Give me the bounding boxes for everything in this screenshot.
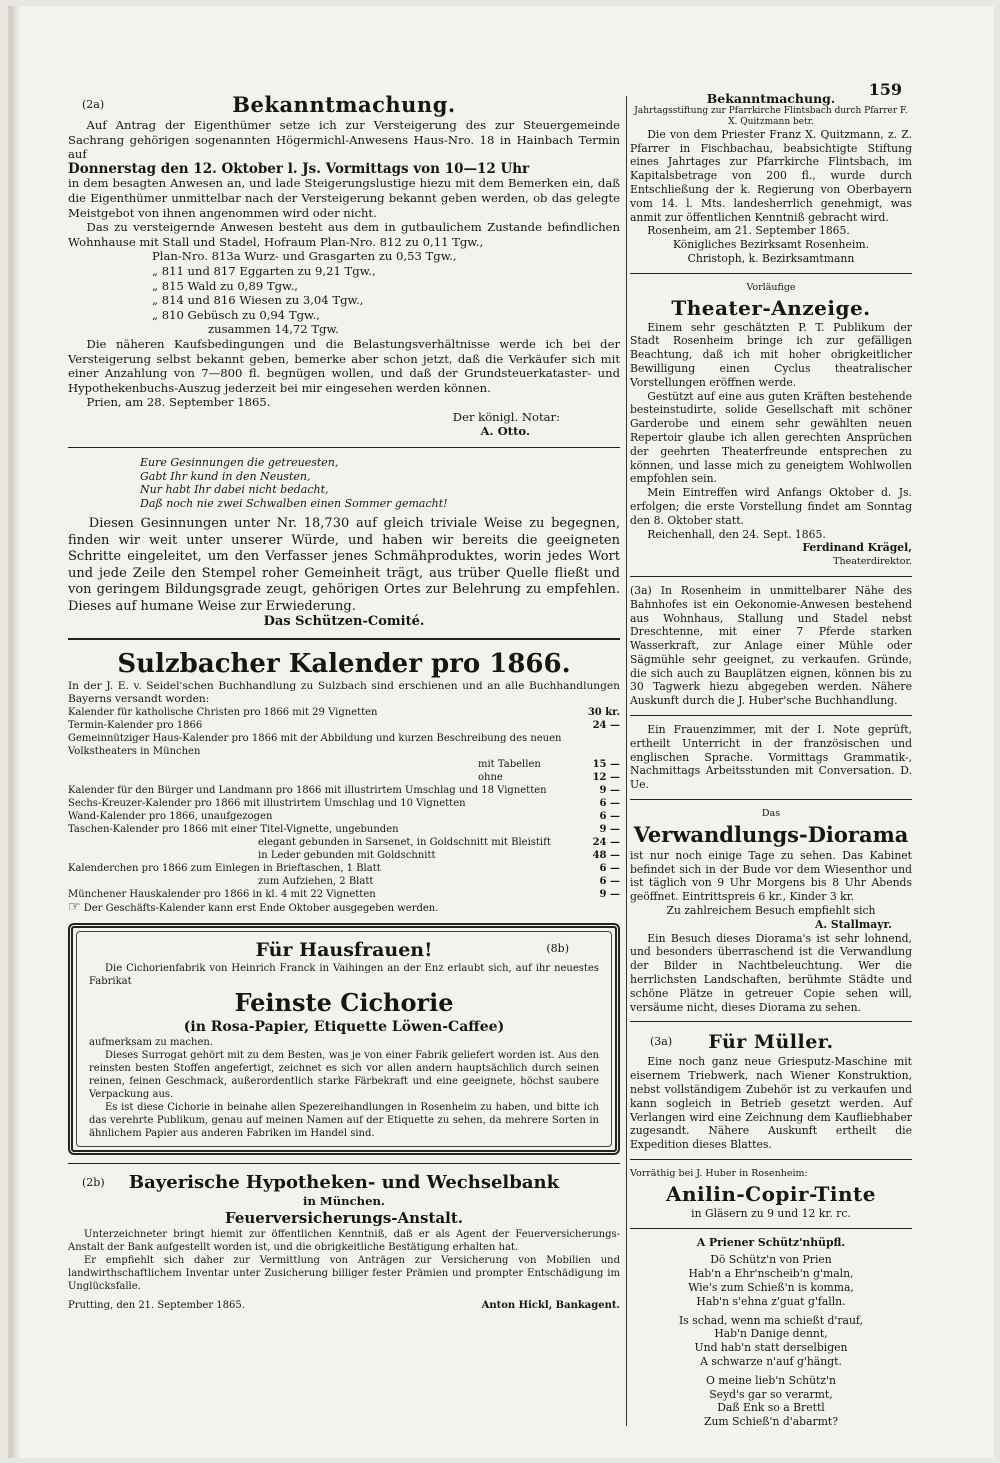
diorama-paragraph: Ein Besuch dieses Diorama's ist sehr lohnend, und besonders überraschend ist die Verwandlung der Bilder in Nachtbeleuchtung. Wer die herrlichsten Landschaften, berühmte Städte und schöne Plätze in getreuer Copie sehen will, versäume nicht, dieses Diorama zu sehen.: [630, 931, 912, 1014]
calendar-row: Kalenderchen pro 1866 zum Einlegen in Brieftaschen, 1 Blatt 6 —: [68, 863, 620, 875]
section-rule: [630, 1021, 912, 1022]
estate-ad: [630, 584, 912, 708]
theater-signature: Ferdinand Krägel,: [802, 541, 912, 555]
theater-role: Theaterdirektor.: [833, 556, 912, 568]
estate-text: In Rosenheim in unmittelbarer Nähe des Bahnhofes ist ein Oekonomie-Anwesen bestehend aus Wohnhaus, Stallung und Stadel nebst Dreschtenne, mit einer 7 Pferde starken Wasserkraft, zur Anlage einer Mühle oder Sägmühle sehr geeignet, zu verkaufen. Gründe, die sich auch zu Bauplätzen eignen, können bis zu 30 Tagwerk hiezu abgegeben werden. Nähere Auskunft durch die J. Huber'sche Buchhandlung.: [630, 583, 912, 708]
foundation-notice: [630, 92, 912, 266]
miller-paragraph: Eine noch ganz neue Griesputz-Maschine mit eisernem Triebwerk, nach Wiener Konstruktion, nebst vollständigem Zubehör ist zu verkaufen und kann sogleich in Betrieb gesetzt werden. Auf Verlangen wird eine Zeichnung dem Kaufliebhaber zugesandt. Nähere Auskunft ertheilt die Expedition dieses Blattes.: [630, 1055, 912, 1152]
chicory-tag: (8b): [546, 942, 569, 956]
miller-tag: (3a): [650, 1035, 673, 1049]
notice-date: Donnerstag den 12. Oktober l. Js. Vormittags von 10—12 Uhr: [68, 160, 530, 177]
chicory-ad-frame: [68, 923, 620, 1155]
notice-signature-title: Der königl. Notar:: [452, 409, 560, 424]
page-binding-shadow: [10, 6, 20, 1458]
chicory-product-sub: (in Rosa-Papier, Etiquette Löwen-Caffee): [183, 1019, 505, 1036]
section-rule: [68, 1163, 620, 1164]
bank-title-2: Feuerversicherungs-Anstalt.: [225, 1208, 463, 1227]
foundation-paragraph: Die von dem Priester Franz X. Quitzmann, z. Z. Pfarrer in Fischbachau, beabsichtigte Stiftung eines Jahrtages zur Pfarrkirche Flintsbach, im Kapitalsbetrage von 200 fl., wurde durch Entschließung der k. Regierung von Oberbayern vom 14. l. Mts. landesherrlich genehmigt, was anmit zur öffentlichen Kenntniß gebracht wird.: [630, 127, 912, 224]
poem-line: Daß noch nie zwei Schwalben einen Sommer gemacht!: [140, 496, 448, 510]
notice-signature: A. Otto.: [480, 424, 530, 439]
miller-ad: [630, 1029, 912, 1152]
section-rule: [630, 715, 912, 716]
bank-title: Bayerische Hypotheken- und Wechselbank: [128, 1172, 560, 1194]
calendar-row: Termin-Kalender pro 1866 24 —: [68, 720, 620, 732]
calendar-list: [68, 706, 620, 901]
chicory-paragraph: Dieses Surrogat gehört mit zu dem Besten, was je von einer Fabrik geliefert worden ist. Aus den reinsten besten Stoffen angefertigt, zeichnet es sich vor allen andern hauptsächlich durch seinen reinen, feinen Geschmack, außerordentlich starke Färbekraft und eine geeignete, höchst saubere Verpackung aus.: [89, 1050, 599, 1101]
ink-price: in Gläsern zu 9 und 12 kr. rc.: [691, 1206, 851, 1220]
section-rule: [630, 1228, 912, 1229]
diorama-signature: A. Stallmayr.: [814, 917, 892, 931]
poem-line: Eure Gesinnungen die getreuesten,: [140, 456, 339, 470]
dialect-poem: [630, 1236, 912, 1429]
bank-paragraph: Er empfiehlt sich daher zur Vermittlung von Anträgen zur Versicherung von Mobilien und landwirthschaftlichem Inventar unter Zusicherung billiger fester Prämien und prompter Entschädigung im Unglücksfalle.: [68, 1254, 620, 1292]
foundation-title: Bekanntmachung.: [706, 91, 836, 106]
poem-line: Dö Schütz'n von Prien: [710, 1253, 832, 1267]
theater-ad: [630, 281, 912, 569]
bank-footer: [68, 1299, 620, 1312]
notice-place: Prien, am 28. September 1865.: [86, 395, 271, 410]
foundation-place: Rosenheim, am 21. September 1865.: [647, 224, 850, 238]
section-rule: [68, 638, 620, 640]
ink-ad: [630, 1167, 912, 1221]
diorama-ad: [630, 807, 912, 1014]
section-rule: [630, 273, 912, 274]
section-rule: [630, 799, 912, 800]
bank-tag: (2b): [82, 1176, 105, 1190]
ink-title: Anilin-Copir-Tinte: [665, 1181, 877, 1206]
calendar-row: Kalender für den Bürger und Landmann pro 1866 mit illustrirtem Umschlag und 18 Vignetten 9 —: [68, 785, 620, 797]
calendar-row: Taschen-Kalender pro 1866 mit einer Titel-Vignette, ungebunden 9 —: [68, 824, 620, 836]
miller-title: Für Müller.: [708, 1031, 834, 1054]
poem-title: A Priener Schütz'nhüpfl.: [696, 1235, 846, 1249]
chicory-paragraph: aufmerksam zu machen.: [89, 1037, 214, 1049]
page-number: 159: [868, 80, 902, 99]
bank-signature: Anton Hickl, Bankagent.: [481, 1299, 620, 1311]
satire-poem: [68, 456, 620, 510]
calendar-row: Münchener Hauskalender pro 1866 in kl. 4 mit 22 Vignetten 9 —: [68, 889, 620, 901]
plot-item: „ 814 und 816 Wiesen zu 3,04 Tgw.,: [152, 293, 364, 308]
calendar-row: elegant gebunden in Sarsenet, in Goldschnitt mit Bleistift 24 —: [258, 837, 620, 849]
poem-line: Hab'n Danige dennt,: [714, 1327, 828, 1341]
poem-line: A schwarze n'auf g'hängt.: [700, 1354, 842, 1368]
calendar-row: Wand-Kalender pro 1866, unaufgezogen 6 —: [68, 811, 620, 823]
poem-stanza: [630, 1253, 912, 1308]
bank-paragraph: Unterzeichneter bringt hiemit zur öffentlichen Kenntniß, daß er als Agent der Feuerversicherungs-Anstalt der Bank aufgestellt worden ist, und die obrigkeitliche Bestätigung erhalten hat.: [68, 1228, 620, 1253]
diorama-pre: Das: [761, 808, 781, 820]
bank-place: Prutting, den 21. September 1865.: [68, 1299, 245, 1311]
pointing-hand-icon: ☞: [68, 899, 81, 916]
foundation-office: Königliches Bezirksamt Rosenheim.: [673, 238, 869, 252]
poem-line: Und hab'n statt derselbigen: [694, 1341, 848, 1355]
diorama-recommend: Zu zahlreichem Besuch empfiehlt sich: [666, 904, 876, 918]
notice-paragraph: Auf Antrag der Eigenthümer setze ich zur Versteigerung des zur Steuergemeinde Sachrang gehörigen sogenannten Högermichl-Anwesens Haus-Nro. 18 in Hainbach Termin auf: [68, 118, 620, 162]
poem-line: O meine lieb'n Schütz'n: [705, 1373, 836, 1387]
calendar-intro: In der J. E. v. Seidel'schen Buchhandlung zu Sulzbach sind erschienen und an alle Buchhandlungen Bayerns versandt worden:: [68, 680, 620, 706]
notice-paragraph: in dem besagten Anwesen an, und lade Steigerungslustige hiezu mit dem Bemerken ein, daß die Eigenthümer unmittelbar nach der Versteigerung bekannt geben werden, ob das gelegte Meistgebot von ihnen angenommen wird oder nicht.: [68, 176, 620, 220]
calendar-row: in Leder gebunden mit Goldschnitt 48 —: [258, 850, 620, 862]
diorama-title: Verwandlungs-Diorama: [633, 821, 909, 847]
calendar-row: mit Tabellen 15 —: [478, 759, 620, 771]
plot-item: „ 815 Wald zu 0,89 Tgw.,: [152, 278, 298, 293]
calendar-title: Sulzbacher Kalender pro 1866.: [117, 649, 571, 680]
column-divider: [626, 96, 627, 1426]
calendar-row: Kalender für katholische Christen pro 1866 mit 29 Vignetten 30 kr.: [68, 707, 620, 719]
ink-pre: Vorräthig bei J. Huber in Rosenheim:: [630, 1168, 808, 1179]
plot-item: Plan-Nro. 813a Wurz- und Grasgarten zu 0,53 Tgw.,: [152, 249, 457, 264]
poem-stanza: [630, 1374, 912, 1429]
poem-line: Gabt Ihr kund in den Neusten,: [140, 469, 311, 483]
diorama-paragraph: ist nur noch einige Tage zu sehen. Das Kabinet befindet sich in der Bude vor dem Wiesenthor und ist täglich von 9 Uhr Morgens bis 8 Uhr Abends geöffnet. Eintrittspreis 6 kr., Kinder 3 kr.: [630, 848, 912, 904]
plot-item: „ 810 Gebüsch zu 0,94 Tgw.,: [152, 307, 320, 322]
calendar-row: zum Aufziehen, 2 Blatt 6 —: [258, 876, 620, 888]
left-column: [68, 92, 620, 1312]
foundation-subject: Jahrtagsstiftung zur Pfarrkirche Flintsbach durch Pfarrer F. X. Quitzmann betr.: [634, 105, 908, 127]
calendar-row: Gemeinnütziger Haus-Kalender pro 1866 mit der Abbildung und kurzen Beschreibung des neuen Volkstheaters in München: [68, 733, 562, 758]
section-rule: [630, 1159, 912, 1160]
poem-line: Wie's zum Schieß'n is komma,: [688, 1280, 854, 1294]
notice-tag: (2a): [82, 98, 105, 111]
bank-ad: [68, 1172, 620, 1312]
right-column: [630, 92, 912, 1429]
foundation-signature: Christoph, k. Bezirksamtmann: [687, 251, 855, 265]
poem-line: Seyd's gar so verarmt,: [709, 1387, 833, 1401]
calendar-row: ohne 12 —: [478, 772, 620, 784]
bank-subtitle: in München.: [303, 1194, 385, 1209]
theater-title: Theater-Anzeige.: [671, 295, 871, 320]
theater-pre: Vorläufige: [746, 281, 796, 293]
poem-line: Hab'n s'ehna z'guat g'falln.: [696, 1294, 846, 1308]
lessons-ad: Ein Frauenzimmer, mit der I. Note geprüft, ertheilt Unterricht in der französischen und englischen Sprache. Vormittags Grammatik-, Nachmittags Arbeitsstunden mit Conversation. D. Ue.: [630, 723, 912, 792]
chicory-title: Für Hausfrauen!: [255, 939, 433, 962]
estate-tag: (3a): [630, 583, 652, 597]
theater-paragraph: Mein Eintreffen wird Anfangs Oktober d. Js. erfolgen; die erste Vorstellung findet am Sonntag den 8. Oktober statt.: [630, 486, 912, 527]
theater-place: Reichenhall, den 24. Sept. 1865.: [647, 527, 826, 541]
section-rule: [630, 576, 912, 577]
chicory-intro: Die Cichorienfabrik von Heinrich Franck in Vaihingen an der Enz erlaubt sich, auf ihr neuestes Fabrikat: [89, 963, 599, 988]
chicory-paragraph: Es ist diese Cichorie in beinahe allen Spezereihandlungen in Rosenheim zu haben, und bitte ich das verehrte Publikum, genau auf meinen Namen auf der Etiquette zu sehen, da mehrere Sorten in ähnlichem Papier aus anderen Fabriken im Handel sind.: [89, 1102, 599, 1140]
section-rule: [68, 447, 620, 448]
poem-stanza: [630, 1314, 912, 1369]
theater-paragraph: Einem sehr geschätzten P. T. Publikum der Stadt Rosenheim bringe ich zur gefälligen Beachtung, daß ich mit hoher obrigkeitlicher Bewilligung einen Cyclus theatralischer Vorstellungen eröffnen werde.: [630, 320, 912, 389]
poem-line: Nur habt Ihr dabei nicht bedacht,: [140, 483, 329, 497]
plot-list: [68, 249, 620, 337]
plot-item: „ 811 und 817 Eggarten zu 9,21 Tgw.,: [152, 263, 376, 278]
calendar-ad: [68, 648, 620, 915]
theater-paragraph: Gestützt auf eine aus guten Kräften bestehende besteinstudirte, solide Gesellschaft mit schöner Garderobe und einem sehr gewählten neuen Repertoir glaube ich allen gerechten Ansprüchen der geehrten Theaterfreunde entsprechen zu können, und lasse mich zu geneigtem Wohlwollen empfohlen sein.: [630, 389, 912, 486]
poem-line: Daß Enk so a Brettl: [717, 1401, 825, 1415]
auction-notice: [68, 92, 620, 439]
calendar-note: ☞ Der Geschäfts-Kalender kann erst Ende Oktober ausgegeben werden.: [68, 899, 439, 916]
response-paragraph: Diesen Gesinnungen unter Nr. 18,730 auf gleich triviale Weise zu begegnen, finden wir weit unter unserer Würde, und haben wir bereits die geeigneten Schritte eingeleitet, um den Verfasser jenes Schmähproduktes, worin jedes Wort und jede Zeile den Stempel roher Gemeinheit trägt, aus trüber Quelle fließt und von geringem Bildungsgrade zeugt, gehörigen Ortes zur Belehrung zu empfehlen. Dieses auf humane Weise zur Erwiederung.: [68, 516, 620, 614]
chicory-product: Feinste Cichorie: [234, 988, 454, 1018]
notice-paragraph: Die näheren Kaufsbedingungen und die Belastungsverhältnisse werde ich bei der Versteigerung selbst bekannt geben, bemerke aber schon jetzt, daß die Verkäufer sich mit einer Anzahlung von 7—800 fl. begnügen wollen, und daß der Grundsteuerkataster- und Hypothekenbuchs-Auszug jederzeit bei mir eingesehen werden können.: [68, 336, 620, 395]
poem-line: Hab'n a Ehr'nscheib'n g'maln,: [688, 1267, 854, 1281]
poem-line: Is schad, wenn ma schießt d'rauf,: [679, 1313, 863, 1327]
plot-total: zusammen 14,72 Tgw.: [208, 322, 339, 337]
notice-paragraph: Das zu versteigernde Anwesen besteht aus dem in gutbaulichem Zustande befindlichen Wohnhause mit Stall und Stadel, Hofraum Plan-Nro. 812 zu 0,11 Tgw.,: [68, 220, 620, 249]
calendar-row: Sechs-Kreuzer-Kalender pro 1866 mit illustrirtem Umschlag und 10 Vignetten 6 —: [68, 798, 620, 810]
notice-title: Bekanntmachung.: [232, 92, 456, 117]
response-signature: Das Schützen-Comité.: [263, 614, 425, 630]
poem-line: Zum Schieß'n d'abarmt?: [703, 1415, 839, 1429]
